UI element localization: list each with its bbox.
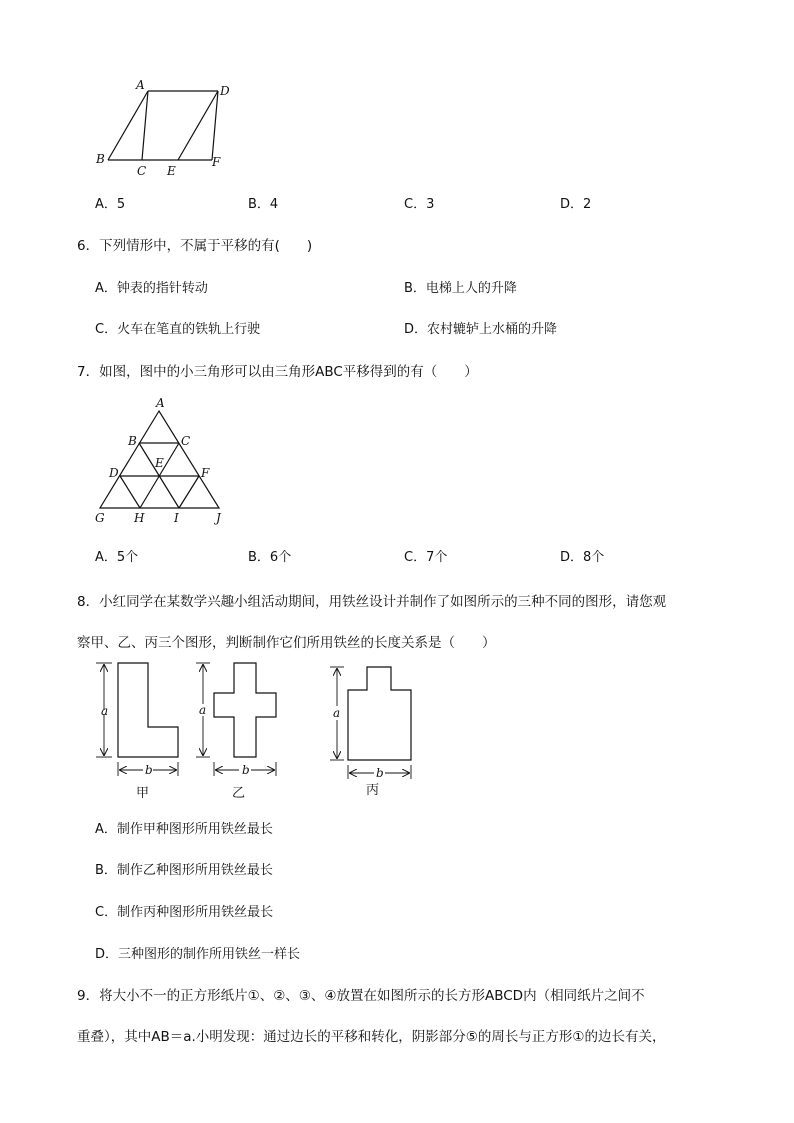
- q8-yi-dim-a: a: [199, 703, 207, 717]
- q7-label-A: A: [156, 396, 165, 410]
- q8-shape-bing: [348, 667, 411, 760]
- q8-shape-yi: [214, 663, 276, 757]
- q6-option-b[interactable]: B．电梯上人的升降: [404, 281, 517, 296]
- q8-jia-dim-b: b: [145, 763, 153, 777]
- q5-label-E: E: [167, 164, 176, 178]
- q8-yi-dim-b: b: [242, 763, 250, 777]
- q5-line-DF: [212, 91, 218, 160]
- q5-line-DE: [178, 91, 218, 160]
- q5-label-B: B: [96, 152, 105, 166]
- q7-label-I: I: [174, 511, 179, 525]
- q7-line-C-bottom: [140, 443, 179, 508]
- q8-jia-dim-a: a: [101, 704, 109, 718]
- q6-option-c[interactable]: C．火车在笔直的铁轨上行驶: [95, 322, 261, 337]
- q7-label-J: J: [216, 511, 221, 525]
- q5-line-AC: [142, 91, 148, 160]
- q8-option-a[interactable]: A．制作甲种图形所用铁丝最长: [95, 822, 273, 837]
- q8-bing-dim-b: b: [376, 766, 384, 780]
- q7-option-d[interactable]: D．8个: [560, 550, 605, 565]
- q7-line-B-bottom: [139, 443, 179, 508]
- q5-label-C: C: [137, 164, 147, 178]
- q5-option-c[interactable]: C．3: [404, 197, 435, 212]
- q5-label-A: A: [136, 78, 145, 92]
- q5-option-d[interactable]: D．2: [560, 197, 592, 212]
- q7-label-C: C: [181, 434, 191, 448]
- q7-label-F: F: [201, 466, 210, 480]
- q8-option-b[interactable]: B．制作乙种图形所用铁丝最长: [95, 863, 273, 878]
- q5-option-a[interactable]: A．5: [95, 197, 126, 212]
- q5-option-b[interactable]: B．4: [248, 197, 279, 212]
- q8-shape-name-yi: 乙: [232, 786, 246, 801]
- q7-label-G: G: [95, 511, 105, 525]
- q7-line-F-bottom: [179, 476, 199, 508]
- q5-label-F: F: [212, 155, 221, 169]
- q7-option-b[interactable]: B．6个: [248, 550, 292, 565]
- q7-label-B: B: [128, 434, 137, 448]
- q9-stem-line2: 重叠），其中AB＝a.小明发现：通过边长的平移和转化，阴影部分⑤的周长与正方形①的边长有关，: [77, 1029, 666, 1045]
- q8-option-c[interactable]: C．制作丙种图形所用铁丝最长: [95, 905, 274, 920]
- q8-shape-jia: [118, 663, 178, 757]
- q5-line-AB: [108, 91, 148, 160]
- q7-line-D-bottom: [120, 476, 140, 508]
- q8-shape-name-jia: 甲: [136, 786, 150, 801]
- q8-shape-name-bing: 丙: [366, 783, 380, 798]
- q7-label-E: E: [155, 456, 164, 470]
- q7-option-c[interactable]: C．7个: [404, 550, 448, 565]
- q7-label-D: D: [109, 466, 119, 480]
- q6-option-d[interactable]: D．农村辘轳上水桶的升降: [404, 322, 558, 337]
- q8-stem-line2: 察甲、乙、丙三个图形，判断制作它们所用铁丝的长度关系是（ ）: [77, 635, 496, 651]
- q9-stem-line1: 9．将大小不一的正方形纸片①、②、③、④放置在如图所示的长方形ABCD内（相同纸片之间不: [77, 988, 645, 1004]
- q7-outer-triangle: [100, 411, 219, 508]
- q6-stem: 6．下列情形中，不属于平移的有( ): [77, 238, 313, 254]
- q5-label-D: D: [220, 84, 230, 98]
- q6-option-a[interactable]: A．钟表的指针转动: [95, 281, 208, 296]
- q8-option-d[interactable]: D．三种图形的制作所用铁丝一样长: [95, 947, 301, 962]
- q7-option-a[interactable]: A．5个: [95, 550, 139, 565]
- q8-stem-line1: 8．小红同学在某数学兴趣小组活动期间，用铁丝设计并制作了如图所示的三种不同的图形，请您观: [77, 594, 667, 610]
- q7-label-H: H: [134, 511, 145, 525]
- q7-stem: 7．如图，图中的小三角形可以由三角形ABC平移得到的有（ ）: [77, 364, 478, 380]
- q8-bing-dim-a: a: [333, 706, 341, 720]
